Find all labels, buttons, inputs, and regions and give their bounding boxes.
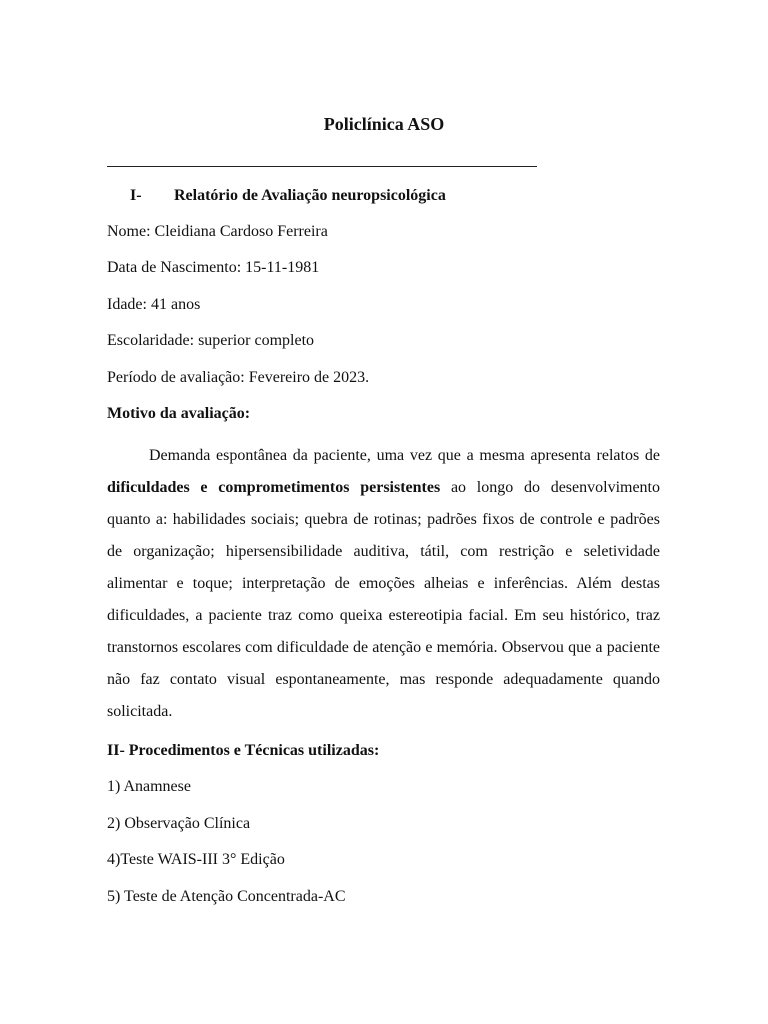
- procedure-item: 4)Teste WAIS-III 3° Edição: [107, 851, 285, 868]
- motivo-text-before: Demanda espontânea da paciente, uma vez que a mesma apresenta relatos de: [149, 447, 660, 464]
- title-underline: [107, 166, 537, 167]
- field-escolaridade: Escolaridade: superior completo: [107, 332, 315, 349]
- procedure-item: 2) Observação Clínica: [107, 815, 251, 832]
- procedure-item: 5) Teste de Atenção Concentrada-AC: [107, 888, 346, 905]
- field-nome: Nome: Cleidiana Cardoso Ferreira: [107, 223, 328, 240]
- field-periodo: Período de avaliação: Fevereiro de 2023.: [107, 369, 370, 386]
- section-1-title: Relatório de Avaliação neuropsicológica: [174, 187, 446, 204]
- motivo-text-after: ao longo do desenvolvimento quanto a: habilidades sociais; quebra de rotinas; padrões fixos de controle e padrões de organização; hipersensibilidade auditiva, tátil, com restrição e seletividade alimentar e toque; interpretação de emoções alheias e inferências. Além destas dificuldades, a paciente traz como queixa estereotipia facial. Em seu histórico, traz transtornos escolares com dificuldade de atenção e memória. Observou que a paciente não faz contato visual espontaneamente, mas responde adequadamente quando solicitada.: [107, 479, 660, 720]
- field-data-nascimento: Data de Nascimento: 15-11-1981: [107, 259, 320, 276]
- motivo-text-bold: dificuldades e comprometimentos persistentes: [107, 479, 441, 496]
- section-2-heading: II- Procedimentos e Técnicas utilizadas:: [107, 742, 380, 759]
- section-1-number: I-: [130, 187, 142, 204]
- motivo-heading: Motivo da avaliação:: [107, 405, 251, 422]
- field-idade: Idade: 41 anos: [107, 296, 201, 313]
- motivo-paragraph: [107, 440, 660, 728]
- procedure-item: 1) Anamnese: [107, 778, 191, 795]
- document-title: Policlínica ASO: [323, 114, 445, 134]
